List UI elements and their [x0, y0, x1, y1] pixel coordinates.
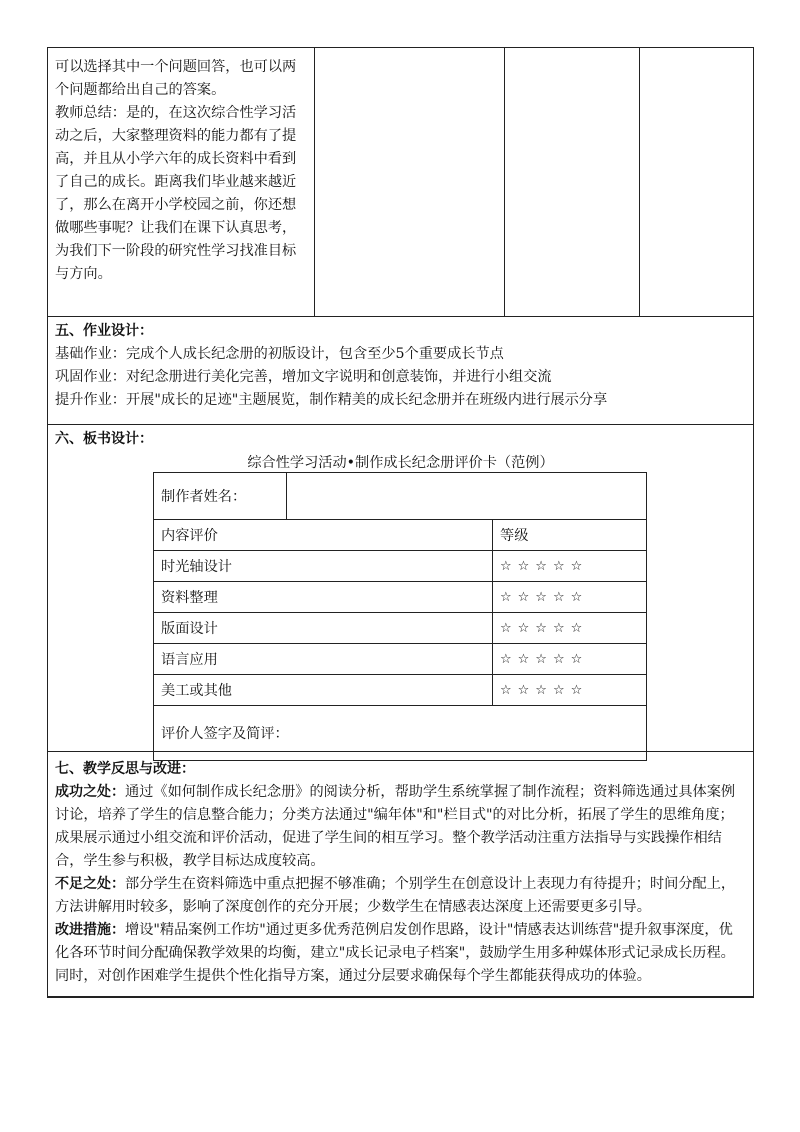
- shortfall-text: 部分学生在资料筛选中重点把握不够准确；个别学生在创意设计上表现力有待提升；时间分配上，方法讲解用时较多，影响了深度创作的充分开展；少数学生在情感表达深度上还需要更多引导。: [55, 876, 736, 915]
- criterion-label: 美工或其他: [154, 675, 493, 706]
- table-row: [154, 551, 647, 582]
- improve-label: 改进措施：: [55, 922, 125, 938]
- success-label: 成功之处：: [55, 784, 125, 800]
- criterion-label: 版面设计: [154, 613, 493, 644]
- teaching-content-cell: [48, 48, 315, 316]
- empty-cell-2: [315, 48, 505, 316]
- reflection-section: [48, 752, 753, 997]
- evaluation-card-caption: 综合性学习活动•制作成长纪念册评价卡（范例）: [247, 455, 554, 471]
- teacher-summary: 教师总结：是的，在这次综合性学习活动之后，大家整理资料的能力都有了提高，并且从小学六年的成长资料中看到了自己的成长。距离我们毕业越来越近了，那么在离开小学校园之前，你还想做哪些事呢？让我们在课下认真思考，为我们下一阶段的研究性学习找准目标与方向。: [55, 105, 297, 282]
- star-rating: ☆☆☆☆☆: [493, 613, 647, 644]
- maker-name-label: 制作者姓名：: [154, 473, 287, 520]
- answer-instruction: 可以选择其中一个问题回答，也可以两个问题都给出自己的答案。: [55, 59, 297, 98]
- content-header: 内容评价: [154, 520, 493, 551]
- homework-section: [48, 317, 753, 425]
- homework-basic: 基础作业：完成个人成长纪念册的初版设计，包含至少5个重要成长节点: [55, 346, 504, 362]
- table-row: [154, 582, 647, 613]
- homework-consolidate: 巩固作业：对纪念册进行美化完善，增加文字说明和创意装饰，并进行小组交流: [55, 369, 552, 385]
- table-row: [154, 675, 647, 706]
- shortfall-label: 不足之处：: [55, 876, 125, 892]
- criterion-label: 时光轴设计: [154, 551, 493, 582]
- empty-cell-3: [505, 48, 640, 316]
- table-row: [154, 644, 647, 675]
- criterion-label: 资料整理: [154, 582, 493, 613]
- star-rating: ☆☆☆☆☆: [493, 675, 647, 706]
- improve-paragraph: [55, 919, 746, 996]
- star-rating: ☆☆☆☆☆: [493, 582, 647, 613]
- homework-title: 五、作业设计：: [55, 323, 153, 339]
- reviewer-signature: 评价人签字及简评：: [154, 706, 647, 761]
- star-rating: ☆☆☆☆☆: [493, 551, 647, 582]
- evaluation-card: [153, 472, 647, 761]
- board-title: 六、板书设计：: [55, 431, 153, 447]
- improve-text: 增设"精品案例工作坊"通过更多优秀范例启发创作思路，设计"情感表达训练营"提升叙事深度，优化各环节时间分配确保教学效果的均衡，建立"成长记录电子档案"，鼓励学生用多种媒体形式记录成长历程。同时，对创作困难学生提供个性化指导方案，通过分层要求确保每个学生都能获得成功的体验。: [55, 922, 735, 984]
- maker-name-value: [287, 473, 647, 520]
- success-paragraph: [55, 781, 746, 873]
- teaching-process-row: [48, 48, 753, 317]
- empty-cell-4: [640, 48, 753, 316]
- success-text: 通过《如何制作成长纪念册》的阅读分析，帮助学生系统掌握了制作流程；资料筛选通过具体案例讨论，培养了学生的信息整合能力；分类方法通过"编年体"和"栏目式"的对比分析，拓展了学生的思维角度；成果展示通过小组交流和评价活动，促进了学生间的相互学习。整个教学活动注重方法指导与实践操作相结合，学生参与积极，教学目标达成度较高。: [55, 784, 736, 869]
- criterion-label: 语言应用: [154, 644, 493, 675]
- reflection-title: 七、教学反思与改进：: [55, 761, 195, 777]
- homework-advanced: 提升作业：开展"成长的足迹"主题展览，制作精美的成长纪念册并在班级内进行展示分享: [55, 392, 608, 408]
- grade-header: 等级: [493, 520, 647, 551]
- star-rating: ☆☆☆☆☆: [493, 644, 647, 675]
- shortfall-paragraph: [55, 873, 746, 919]
- table-row: [154, 613, 647, 644]
